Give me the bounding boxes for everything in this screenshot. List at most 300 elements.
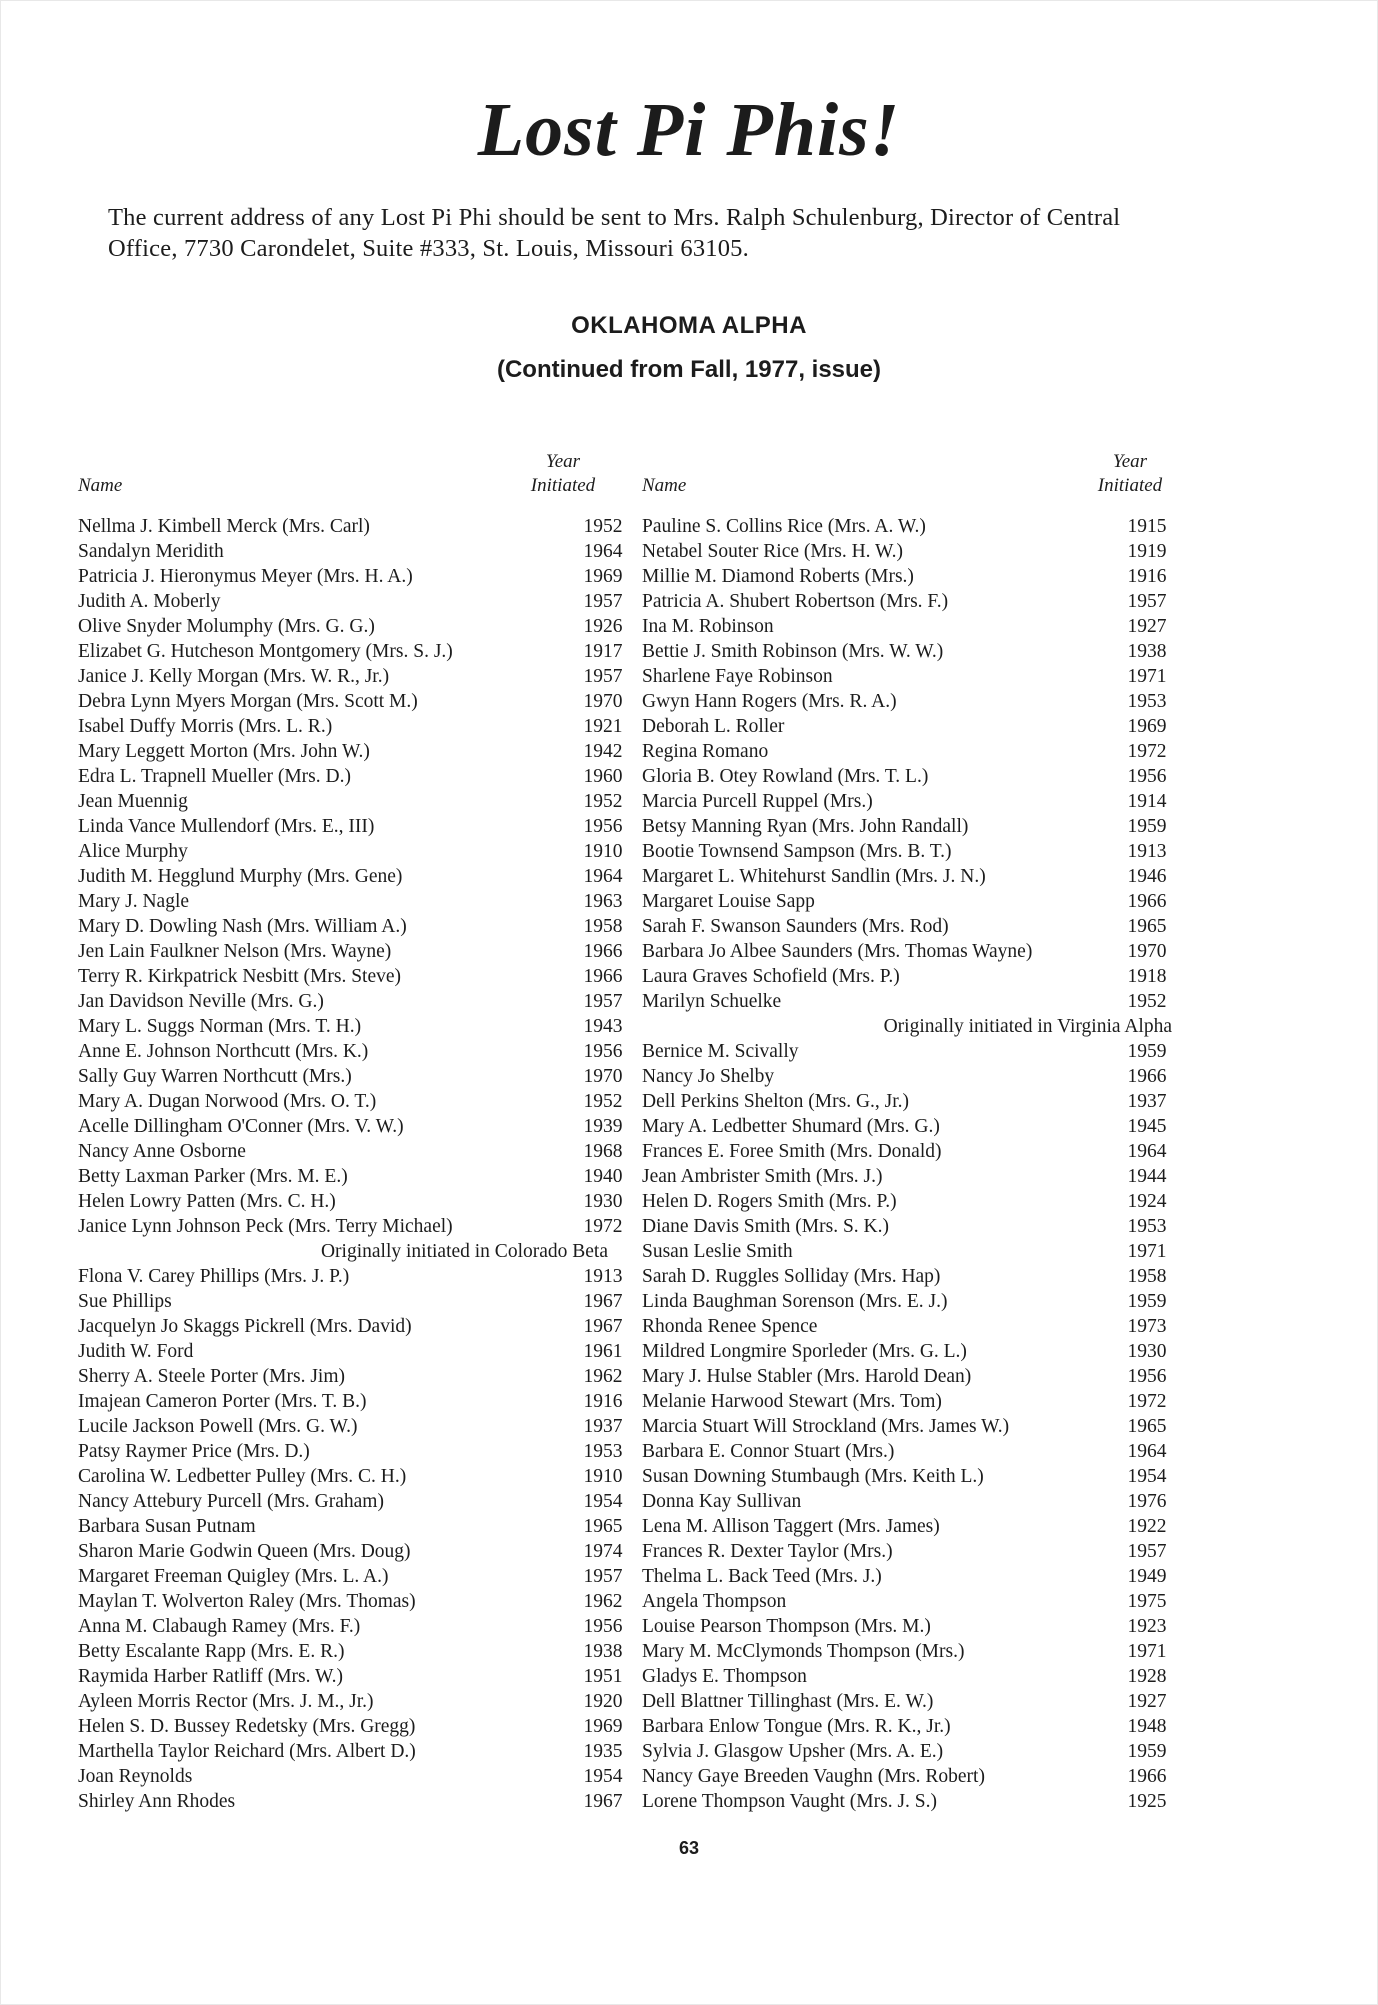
member-name: Nellma J. Kimbell Merck (Mrs. Carl): [78, 516, 370, 537]
year-initiated: 1930: [583, 1191, 623, 1212]
member-name: Bettie J. Smith Robinson (Mrs. W. W.): [642, 641, 944, 662]
year-initiated: 1954: [583, 1491, 623, 1512]
list-item: [642, 1739, 1172, 1764]
right-header-year-line1: Year: [1112, 451, 1148, 472]
year-initiated: 1916: [583, 1391, 623, 1412]
year-initiated: 1940: [583, 1166, 623, 1187]
list-item: [642, 1539, 1172, 1564]
list-item: [78, 1489, 623, 1514]
list-item: [78, 1789, 623, 1814]
member-name: Betty Laxman Parker (Mrs. M. E.): [78, 1166, 348, 1187]
list-item: [642, 564, 1172, 589]
member-name: Dell Blattner Tillinghast (Mrs. E. W.): [642, 1691, 934, 1712]
year-initiated: 1943: [583, 1016, 623, 1037]
list-item: [78, 1514, 623, 1539]
year-initiated: 1968: [583, 1141, 623, 1162]
list-item: [642, 939, 1172, 964]
member-name: Janice Lynn Johnson Peck (Mrs. Terry Michael): [78, 1216, 453, 1237]
member-name: Lorene Thompson Vaught (Mrs. J. S.): [642, 1791, 938, 1812]
year-initiated: 1957: [583, 991, 623, 1012]
member-name: Sharon Marie Godwin Queen (Mrs. Doug): [78, 1541, 411, 1562]
year-initiated: 1926: [583, 616, 623, 637]
list-item: [78, 564, 623, 589]
list-item: [642, 964, 1172, 989]
year-initiated: 1965: [1127, 1416, 1167, 1437]
list-item: [78, 589, 623, 614]
right-header-year-line2: Initiated: [1097, 475, 1163, 496]
year-initiated: 1949: [1127, 1566, 1167, 1587]
member-name: Sharlene Faye Robinson: [642, 666, 833, 687]
year-initiated: 1971: [1127, 1641, 1167, 1662]
list-item: [642, 1589, 1172, 1614]
year-initiated: 1922: [1127, 1516, 1167, 1537]
list-item: [78, 1714, 623, 1739]
year-initiated: 1920: [583, 1691, 623, 1712]
list-item: [78, 889, 623, 914]
list-item: [642, 1164, 1172, 1189]
member-name: Janice J. Kelly Morgan (Mrs. W. R., Jr.): [78, 666, 390, 687]
year-initiated: 1924: [1127, 1191, 1167, 1212]
year-initiated: 1913: [583, 1266, 623, 1287]
year-initiated: 1953: [1127, 1216, 1167, 1237]
list-item: [642, 614, 1172, 639]
year-initiated: 1919: [1127, 541, 1167, 562]
list-item: [78, 839, 623, 864]
member-name: Terry R. Kirkpatrick Nesbitt (Mrs. Steve): [78, 966, 402, 987]
year-initiated: 1939: [583, 1116, 623, 1137]
member-name: Sherry A. Steele Porter (Mrs. Jim): [78, 1366, 346, 1387]
list-item: [642, 589, 1172, 614]
member-name: Acelle Dillingham O'Conner (Mrs. V. W.): [78, 1116, 404, 1137]
page-title: Lost Pi Phis!: [477, 88, 901, 172]
member-name: Mary A. Dugan Norwood (Mrs. O. T.): [78, 1091, 377, 1112]
year-initiated: 1910: [583, 1466, 623, 1487]
member-name: Alice Murphy: [78, 841, 188, 862]
list-item: [78, 1114, 623, 1139]
note-row: [78, 1239, 608, 1264]
member-name: Anna M. Clabaugh Ramey (Mrs. F.): [78, 1616, 361, 1637]
list-item: [642, 664, 1172, 689]
member-name: Jacquelyn Jo Skaggs Pickrell (Mrs. David): [78, 1316, 412, 1337]
list-item: [642, 1289, 1172, 1314]
member-name: Marthella Taylor Reichard (Mrs. Albert D.): [78, 1741, 416, 1762]
year-initiated: 1966: [583, 966, 623, 987]
list-item: [78, 989, 623, 1014]
left-column-list: [78, 514, 623, 1814]
year-initiated: 1957: [583, 666, 623, 687]
year-initiated: 1976: [1127, 1491, 1167, 1512]
year-initiated: 1918: [1127, 966, 1167, 987]
year-initiated: 1937: [1127, 1091, 1167, 1112]
member-name: Melanie Harwood Stewart (Mrs. Tom): [642, 1391, 942, 1412]
member-name: Barbara Susan Putnam: [78, 1516, 256, 1537]
list-item: [78, 1139, 623, 1164]
list-item: [78, 764, 623, 789]
member-name: Jean Ambrister Smith (Mrs. J.): [642, 1166, 883, 1187]
year-initiated: 1921: [583, 716, 623, 737]
list-item: [78, 1339, 623, 1364]
list-item: [642, 1714, 1172, 1739]
year-initiated: 1970: [583, 1066, 623, 1087]
page-number: 63: [678, 1838, 700, 1858]
list-item: [642, 1514, 1172, 1539]
list-item: [642, 514, 1172, 539]
year-initiated: 1958: [583, 916, 623, 937]
list-item: [642, 839, 1172, 864]
list-item: [642, 1389, 1172, 1414]
year-initiated: 1967: [583, 1791, 623, 1812]
member-name: Flona V. Carey Phillips (Mrs. J. P.): [78, 1266, 350, 1287]
member-name: Nancy Attebury Purcell (Mrs. Graham): [78, 1491, 384, 1512]
member-name: Rhonda Renee Spence: [642, 1316, 818, 1337]
list-item: [78, 1014, 623, 1039]
year-initiated: 1972: [583, 1216, 623, 1237]
member-name: Diane Davis Smith (Mrs. S. K.): [642, 1216, 889, 1237]
member-name: Lena M. Allison Taggert (Mrs. James): [642, 1516, 940, 1537]
year-initiated: 1965: [583, 1516, 623, 1537]
member-name: Pauline S. Collins Rice (Mrs. A. W.): [642, 516, 926, 537]
year-initiated: 1966: [1127, 1066, 1167, 1087]
year-initiated: 1945: [1127, 1116, 1167, 1137]
list-item: [78, 914, 623, 939]
list-item: [642, 1464, 1172, 1489]
list-item: [78, 1164, 623, 1189]
member-name: Marcia Stuart Will Strockland (Mrs. James W.): [642, 1416, 1010, 1437]
year-initiated: 1962: [583, 1591, 623, 1612]
list-item: [642, 1039, 1172, 1064]
year-initiated: 1959: [1127, 1291, 1167, 1312]
year-initiated: 1959: [1127, 1041, 1167, 1062]
year-initiated: 1966: [1127, 1766, 1167, 1787]
member-name: Joan Reynolds: [78, 1766, 193, 1787]
member-name: Raymida Harber Ratliff (Mrs. W.): [78, 1666, 344, 1687]
year-initiated: 1923: [1127, 1616, 1167, 1637]
list-item: [78, 1689, 623, 1714]
list-item: [78, 714, 623, 739]
year-initiated: 1910: [583, 841, 623, 862]
year-initiated: 1970: [1127, 941, 1167, 962]
list-item: [642, 1614, 1172, 1639]
list-item: [78, 1464, 623, 1489]
member-name: Nancy Gaye Breeden Vaughn (Mrs. Robert): [642, 1766, 985, 1787]
list-item: [78, 1089, 623, 1114]
list-item: [642, 1189, 1172, 1214]
year-initiated: 1966: [583, 941, 623, 962]
year-initiated: 1965: [1127, 916, 1167, 937]
member-name: Judith A. Moberly: [78, 591, 221, 612]
year-initiated: 1914: [1127, 791, 1167, 812]
year-initiated: 1966: [1127, 891, 1167, 912]
list-item: [78, 1664, 623, 1689]
year-initiated: 1969: [583, 1716, 623, 1737]
member-name: Sandalyn Meridith: [78, 541, 224, 562]
member-name: Bootie Townsend Sampson (Mrs. B. T.): [642, 841, 952, 862]
year-initiated: 1971: [1127, 666, 1167, 687]
year-initiated: 1952: [583, 791, 623, 812]
list-item: [78, 1439, 623, 1464]
list-item: [78, 1389, 623, 1414]
year-initiated: 1953: [1127, 691, 1167, 712]
year-initiated: 1925: [1127, 1791, 1167, 1812]
member-name: Mary Leggett Morton (Mrs. John W.): [78, 741, 370, 762]
member-name: Sue Phillips: [78, 1291, 172, 1312]
list-item: [642, 1064, 1172, 1089]
year-initiated: 1927: [1127, 616, 1167, 637]
list-item: [78, 1764, 623, 1789]
member-name: Louise Pearson Thompson (Mrs. M.): [642, 1616, 931, 1637]
year-initiated: 1959: [1127, 1741, 1167, 1762]
list-item: [78, 1039, 623, 1064]
left-header-name: Name: [78, 475, 123, 496]
year-initiated: 1956: [1127, 1366, 1167, 1387]
list-item: [642, 1314, 1172, 1339]
year-initiated: 1969: [583, 566, 623, 587]
year-initiated: 1964: [1127, 1441, 1167, 1462]
year-initiated: 1954: [1127, 1466, 1167, 1487]
member-name: Mary J. Nagle: [78, 891, 190, 912]
note-text: Originally initiated in Virginia Alpha: [883, 1016, 1172, 1037]
member-name: Helen D. Rogers Smith (Mrs. P.): [642, 1191, 897, 1212]
member-name: Gloria B. Otey Rowland (Mrs. T. L.): [642, 766, 929, 787]
member-name: Margaret Freeman Quigley (Mrs. L. A.): [78, 1566, 389, 1587]
member-name: Marilyn Schuelke: [642, 991, 782, 1012]
member-name: Judith M. Hegglund Murphy (Mrs. Gene): [78, 866, 403, 887]
list-item: [642, 1439, 1172, 1464]
member-name: Jan Davidson Neville (Mrs. G.): [78, 991, 324, 1012]
year-initiated: 1957: [583, 591, 623, 612]
list-item: [78, 814, 623, 839]
year-initiated: 1913: [1127, 841, 1167, 862]
list-item: [78, 939, 623, 964]
list-item: [642, 764, 1172, 789]
year-initiated: 1928: [1127, 1666, 1167, 1687]
year-initiated: 1956: [1127, 766, 1167, 787]
member-name: Patricia A. Shubert Robertson (Mrs. F.): [642, 591, 949, 612]
list-item: [78, 1539, 623, 1564]
list-item: [642, 1639, 1172, 1664]
member-name: Jean Muennig: [78, 791, 188, 812]
member-name: Angela Thompson: [642, 1591, 787, 1612]
list-item: [642, 1664, 1172, 1689]
member-name: Jen Lain Faulkner Nelson (Mrs. Wayne): [78, 941, 392, 962]
year-initiated: 1958: [1127, 1266, 1167, 1287]
member-name: Mary L. Suggs Norman (Mrs. T. H.): [78, 1016, 362, 1037]
year-initiated: 1915: [1127, 516, 1167, 537]
member-name: Mary A. Ledbetter Shumard (Mrs. G.): [642, 1116, 940, 1137]
year-initiated: 1956: [583, 1041, 623, 1062]
list-item: [78, 1414, 623, 1439]
section-title: OKLAHOMA ALPHA: [571, 312, 807, 339]
list-item: [78, 639, 623, 664]
member-name: Isabel Duffy Morris (Mrs. L. R.): [78, 716, 333, 737]
year-initiated: 1956: [583, 1616, 623, 1637]
year-initiated: 1956: [583, 816, 623, 837]
note-row: [642, 1014, 1172, 1039]
list-item: [642, 689, 1172, 714]
year-initiated: 1952: [1127, 991, 1167, 1012]
member-name: Sally Guy Warren Northcutt (Mrs.): [78, 1066, 352, 1087]
member-name: Nancy Anne Osborne: [78, 1141, 246, 1162]
year-initiated: 1959: [1127, 816, 1167, 837]
list-item: [642, 864, 1172, 889]
list-item: [642, 989, 1172, 1014]
list-item: [642, 1214, 1172, 1239]
member-name: Shirley Ann Rhodes: [78, 1791, 236, 1812]
member-name: Frances E. Foree Smith (Mrs. Donald): [642, 1141, 942, 1162]
list-item: [642, 1239, 1172, 1264]
member-name: Millie M. Diamond Roberts (Mrs.): [642, 566, 914, 587]
list-item: [78, 1314, 623, 1339]
member-name: Dell Perkins Shelton (Mrs. G., Jr.): [642, 1091, 910, 1112]
year-initiated: 1953: [583, 1441, 623, 1462]
member-name: Barbara Enlow Tongue (Mrs. R. K., Jr.): [642, 1716, 951, 1737]
list-item: [78, 864, 623, 889]
year-initiated: 1916: [1127, 566, 1167, 587]
list-item: [642, 1139, 1172, 1164]
list-item: [642, 1089, 1172, 1114]
member-name: Olive Snyder Molumphy (Mrs. G. G.): [78, 616, 375, 637]
member-name: Sarah F. Swanson Saunders (Mrs. Rod): [642, 916, 949, 937]
year-initiated: 1963: [583, 891, 623, 912]
list-item: [642, 889, 1172, 914]
list-item: [78, 1264, 623, 1289]
year-initiated: 1967: [583, 1316, 623, 1337]
list-item: [78, 1589, 623, 1614]
year-initiated: 1930: [1127, 1341, 1167, 1362]
member-name: Imajean Cameron Porter (Mrs. T. B.): [78, 1391, 367, 1412]
member-name: Sarah D. Ruggles Solliday (Mrs. Hap): [642, 1266, 941, 1287]
year-initiated: 1942: [583, 741, 623, 762]
year-initiated: 1952: [583, 516, 623, 537]
list-item: [642, 914, 1172, 939]
year-initiated: 1954: [583, 1766, 623, 1787]
member-name: Patsy Raymer Price (Mrs. D.): [78, 1441, 310, 1462]
list-item: [78, 789, 623, 814]
list-item: [642, 714, 1172, 739]
member-name: Deborah L. Roller: [642, 716, 785, 737]
member-name: Regina Romano: [642, 741, 769, 762]
year-initiated: 1927: [1127, 1691, 1167, 1712]
list-item: [642, 1689, 1172, 1714]
year-initiated: 1937: [583, 1416, 623, 1437]
list-item: [642, 789, 1172, 814]
member-name: Barbara E. Connor Stuart (Mrs.): [642, 1441, 895, 1462]
list-item: [642, 1364, 1172, 1389]
right-column-list: [642, 514, 1172, 1814]
year-initiated: 1972: [1127, 1391, 1167, 1412]
year-initiated: 1973: [1127, 1316, 1167, 1337]
member-name: Betsy Manning Ryan (Mrs. John Randall): [642, 816, 969, 837]
year-initiated: 1969: [1127, 716, 1167, 737]
list-item: [642, 539, 1172, 564]
list-item: [78, 1364, 623, 1389]
left-header-year-line2: Initiated: [530, 475, 596, 496]
year-initiated: 1946: [1127, 866, 1167, 887]
list-item: [78, 1064, 623, 1089]
member-name: Gladys E. Thompson: [642, 1666, 807, 1687]
year-initiated: 1961: [583, 1341, 623, 1362]
section-subtitle: (Continued from Fall, 1977, issue): [496, 356, 882, 383]
member-name: Margaret Louise Sapp: [642, 891, 815, 912]
list-item: [78, 514, 623, 539]
list-item: [642, 1414, 1172, 1439]
left-header-year-line1: Year: [545, 451, 581, 472]
year-initiated: 1964: [583, 541, 623, 562]
year-initiated: 1957: [1127, 1541, 1167, 1562]
member-name: Donna Kay Sullivan: [642, 1491, 802, 1512]
year-initiated: 1971: [1127, 1241, 1167, 1262]
list-item: [78, 1639, 623, 1664]
year-initiated: 1972: [1127, 741, 1167, 762]
year-initiated: 1964: [583, 866, 623, 887]
member-name: Margaret L. Whitehurst Sandlin (Mrs. J. N.): [642, 866, 986, 887]
year-initiated: 1938: [583, 1641, 623, 1662]
year-initiated: 1944: [1127, 1166, 1167, 1187]
member-name: Judith W. Ford: [78, 1341, 194, 1362]
member-name: Gwyn Hann Rogers (Mrs. R. A.): [642, 691, 897, 712]
member-name: Mary D. Dowling Nash (Mrs. William A.): [78, 916, 407, 937]
year-initiated: 1975: [1127, 1591, 1167, 1612]
year-initiated: 1938: [1127, 641, 1167, 662]
year-initiated: 1957: [1127, 591, 1167, 612]
member-name: Susan Leslie Smith: [642, 1241, 793, 1262]
member-name: Maylan T. Wolverton Raley (Mrs. Thomas): [78, 1591, 416, 1612]
member-name: Mary J. Hulse Stabler (Mrs. Harold Dean): [642, 1366, 972, 1387]
year-initiated: 1962: [583, 1366, 623, 1387]
list-item: [642, 1564, 1172, 1589]
member-name: Mary M. McClymonds Thompson (Mrs.): [642, 1641, 965, 1662]
list-item: [78, 664, 623, 689]
note-text: Originally initiated in Colorado Beta: [320, 1241, 608, 1262]
year-initiated: 1951: [583, 1666, 623, 1687]
year-initiated: 1960: [583, 766, 623, 787]
member-name: Linda Vance Mullendorf (Mrs. E., III): [78, 816, 375, 837]
list-item: [642, 739, 1172, 764]
list-item: [78, 1214, 623, 1239]
member-name: Bernice M. Scivally: [642, 1041, 799, 1062]
list-item: [78, 689, 623, 714]
list-item: [78, 1739, 623, 1764]
member-name: Ayleen Morris Rector (Mrs. J. M., Jr.): [78, 1691, 374, 1712]
list-item: [642, 1264, 1172, 1289]
list-item: [642, 1764, 1172, 1789]
list-item: [78, 1614, 623, 1639]
year-initiated: 1948: [1127, 1716, 1167, 1737]
member-name: Marcia Purcell Ruppel (Mrs.): [642, 791, 873, 812]
member-name: Netabel Souter Rice (Mrs. H. W.): [642, 541, 904, 562]
member-name: Ina M. Robinson: [642, 616, 774, 637]
member-name: Sylvia J. Glasgow Upsher (Mrs. A. E.): [642, 1741, 944, 1762]
member-name: Anne E. Johnson Northcutt (Mrs. K.): [78, 1041, 369, 1062]
member-name: Susan Downing Stumbaugh (Mrs. Keith L.): [642, 1466, 984, 1487]
list-item: [78, 739, 623, 764]
member-name: Thelma L. Back Teed (Mrs. J.): [642, 1566, 882, 1587]
member-name: Barbara Jo Albee Saunders (Mrs. Thomas Wayne): [642, 941, 1033, 962]
right-header-name: Name: [642, 475, 687, 496]
member-name: Mildred Longmire Sporleder (Mrs. G. L.): [642, 1341, 967, 1362]
year-initiated: 1952: [583, 1091, 623, 1112]
list-item: [642, 1339, 1172, 1364]
list-item: [642, 1114, 1172, 1139]
year-initiated: 1967: [583, 1291, 623, 1312]
list-item: [78, 1189, 623, 1214]
member-name: Helen S. D. Bussey Redetsky (Mrs. Gregg): [78, 1716, 416, 1737]
year-initiated: 1964: [1127, 1141, 1167, 1162]
list-item: [78, 964, 623, 989]
year-initiated: 1917: [583, 641, 623, 662]
list-item: [78, 614, 623, 639]
year-initiated: 1935: [583, 1741, 623, 1762]
